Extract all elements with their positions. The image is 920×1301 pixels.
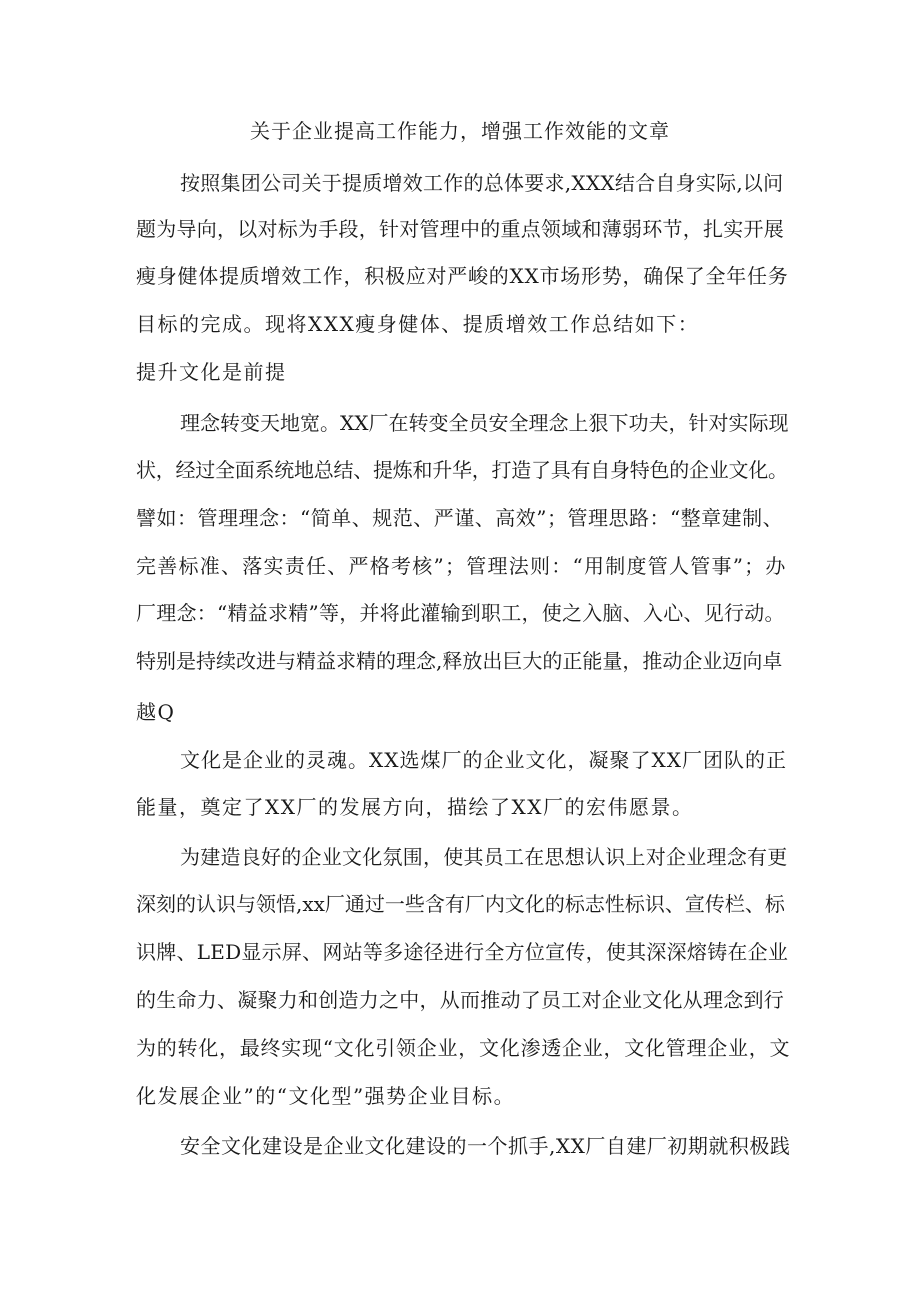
document-title: 关于企业提高工作能力，增强工作效能的文章	[250, 119, 670, 143]
section-heading: 提升文化是前提	[136, 360, 287, 384]
paragraph-1-line: 按照集团公司关于提质增效工作的总体要求,XXX结合自身实际,以问	[180, 171, 784, 195]
paragraph-1-line: 瘦身健体提质增效工作，积极应对严峻的XX市场形势，确保了全年任务	[136, 264, 789, 288]
paragraph-1-line: 题为导向，以对标为手段，针对管理中的重点领域和薄弱环节，扎实开展	[136, 217, 784, 241]
paragraph-4-line: 深刻的认识与领悟,xx厂通过一些含有厂内文化的标志性标识、宣传栏、标	[136, 892, 785, 916]
paragraph-2-line: 特别是持续改进与精益求精的理念,释放出巨大的正能量，推动企业迈向卓	[136, 649, 783, 673]
paragraph-4-line: 的生命力、凝聚力和创造力之中，从而推动了员工对企业文化从理念到行	[136, 988, 784, 1012]
paragraph-2-line: 状，经过全面系统地总结、提炼和升华，打造了具有自身特色的企业文化。	[136, 458, 788, 482]
paragraph-4-line: 化发展企业”的“文化型”强势企业目标。	[136, 1084, 516, 1108]
paragraph-3-line: 文化是企业的灵魂。XX选煤厂的企业文化，凝聚了XX厂团队的正	[180, 748, 787, 772]
paragraph-2-line: 完善标准、落实责任、严格考核”；管理法则：“用制度管人管事”；办	[136, 554, 787, 578]
paragraph-2-line: 厂理念：“精益求精”等，并将此灌输到职工，使之入脑、入心、见行动。	[136, 601, 785, 625]
paragraph-4-line: 为建造良好的企业文化氛围，使其员工在思想认识上对企业理念有更	[180, 845, 788, 869]
paragraph-2-line: 理念转变天地宽。XX厂在转变全员安全理念上狠下功夫，针对实际现	[180, 411, 789, 435]
paragraph-2-line: 譬如：管理理念：“简单、规范、严谨、高效”；管理思路：“整章建制、	[136, 506, 784, 530]
paragraph-5-line: 安全文化建设是企业文化建设的一个抓手,XX厂自建厂初期就积极践	[180, 1134, 791, 1158]
paragraph-3-line: 能量，奠定了XX厂的发展方向，描绘了XX厂的宏伟愿景。	[136, 795, 694, 819]
paragraph-4-line: 识牌、LED显示屏、网站等多途径进行全方位宣传，使其深深熔铸在企业	[136, 940, 789, 964]
paragraph-2-line: 越Q	[136, 700, 176, 724]
paragraph-4-line: 为的转化，最终实现“文化引领企业，文化渗透企业，文化管理企业，文	[136, 1036, 791, 1060]
paragraph-1-line: 目标的完成。现将XXX瘦身健体、提质增效工作总结如下：	[136, 312, 700, 336]
